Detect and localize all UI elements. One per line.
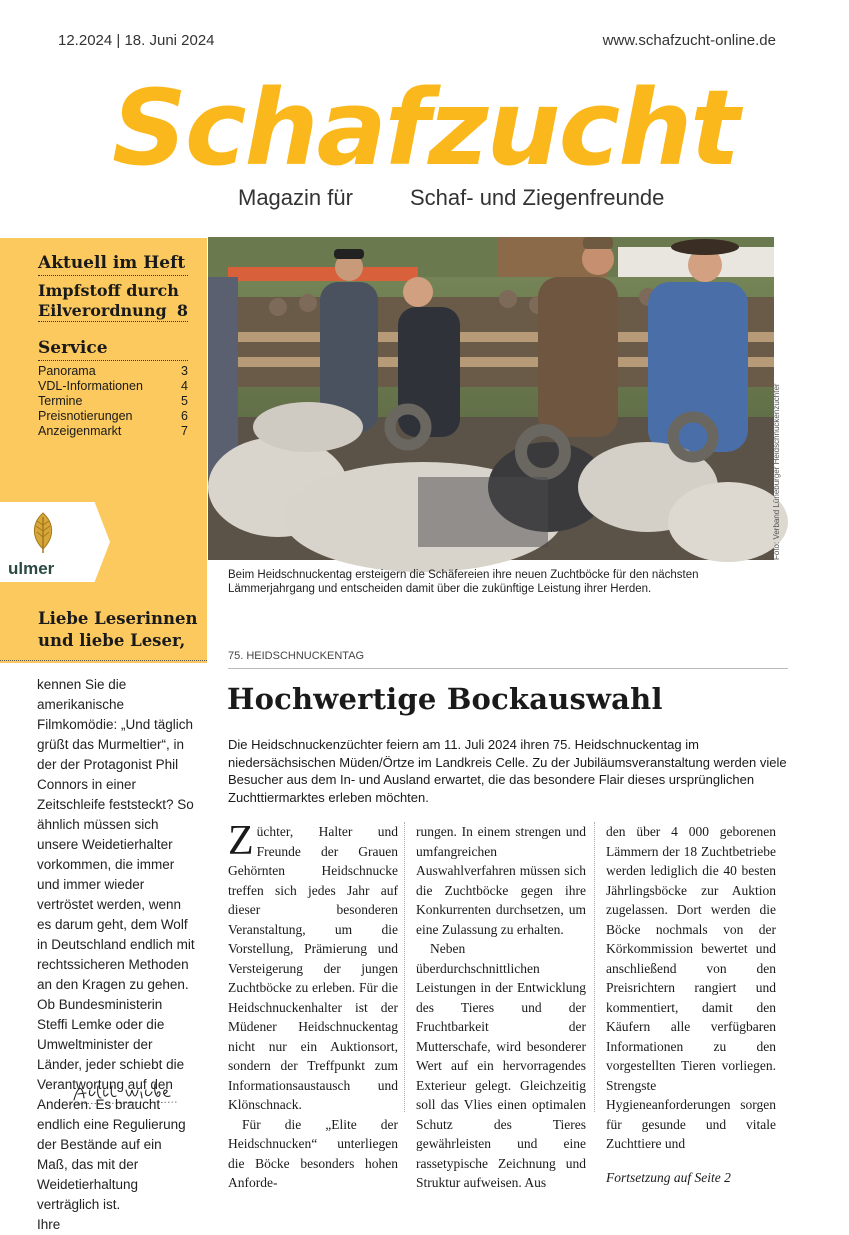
letter-divider [0, 660, 207, 661]
cover-photo [208, 237, 774, 560]
paragraph: Für die „Elite der Heidschnucken“ unterliegen die Böcke besonders hohen Anforde- [228, 1116, 398, 1190]
letter-text: kennen Sie die amerikanische Filmkomödie: „Und täglich grüßt das Murmeltier“, in der der Protagonist Phil Connors in einer Zeitschleife feststeckt? So ähnlich müssen sich unsere Weidetierhalter vorkommen, die immer und immer wieder vertröstet werden, wenn es darum geht, dem Wolf in Deutschland endlich mit rechtssicheren Methoden an den Kragen zu gehen. Ob Bundesministerin Steffi Lemke oder die Umweltminister der Länder, jeder schiebt die Verantwortung auf den Anderen. Es braucht endlich eine Regulierung der Bestände auf ein Maß, das mit der Weidetierhaltung verträglich ist. [37, 677, 195, 1212]
service-page: 6 [181, 409, 188, 423]
feature-link[interactable] [38, 301, 188, 322]
magazine-subtitle-right: Schaf- und Ziegenfreunde [410, 185, 665, 210]
paragraph: rungen. In einem strengen und umfangreichen Auswahlverfahren müssen sich die Zuchtböcke gegen ihre Konkurrenten durchsetzen, um eine Zulassung zu erhalten. [416, 824, 586, 937]
column-divider [594, 822, 595, 1112]
magazine-logo: Schafzucht [112, 67, 738, 189]
paragraph: den über 4 000 geborenen Lämmern der 18 Zuchtbetriebe werden lediglich die 40 besten Jährlingsböcke zur Auktion zugelassen. Dort werden die Böcke nochmals von der Körkommission bewertet und anschließend von den Preisrichtern rangiert und kommentiert, damit den Käufern alle verfügbaren Informationen zu den vorgestellten Tieren vorliegen. Strengste Hygieneanforderungen sorgen für gesunde und vitale Zuchttiere und [606, 824, 776, 1151]
service-page: 3 [181, 364, 188, 378]
service-heading: Service [38, 338, 188, 361]
service-item-vdl[interactable] [38, 379, 188, 393]
article-column-2 [416, 822, 586, 1193]
service-page: 5 [181, 394, 188, 408]
feature-page: 8 [176, 301, 188, 320]
article-column-3 [606, 822, 776, 1187]
article-column-1 [228, 818, 398, 1193]
service-page: 4 [181, 379, 188, 393]
dropcap: Z [228, 818, 254, 864]
column-divider [404, 822, 405, 1112]
service-page: 7 [181, 424, 188, 438]
article-headline: Hochwertige Bockauswahl [227, 682, 663, 716]
aktuell-heading: Aktuell im Heft [38, 253, 188, 276]
service-label: Anzeigenmarkt [38, 424, 122, 438]
website-link[interactable]: www.schafzucht-online.de [602, 32, 776, 49]
letter-heading-line2: und liebe Leser, [38, 631, 186, 650]
service-item-preise[interactable] [38, 409, 188, 423]
service-item-panorama[interactable] [38, 364, 188, 378]
issue-date: 12.2024 | 18. Juni 2024 [58, 32, 215, 49]
service-label: VDL-Informationen [38, 379, 143, 393]
feature-title-2: Eilverordnung [38, 301, 167, 320]
service-label: Preisnotierungen [38, 409, 133, 423]
service-item-anzeigen[interactable] [38, 424, 188, 438]
letter-heading [38, 608, 197, 652]
signature-image [70, 1080, 180, 1106]
paragraph: Neben überdurchschnittlichen Leistungen in der Entwicklung des Tieres und der Fruchtbarkeit der Mutterschafe, wird besonderer Wert auf ein hervorragendes Exterieur gelegt. Gleichzeitig soll das Vlies einen optimalen Schutz des Tieres gewährleisten und eine rassetypische Zeichnung und Struktur aufweisen. Aus [416, 941, 586, 1190]
service-item-termine[interactable] [38, 394, 188, 408]
service-label: Panorama [38, 364, 96, 378]
article-kicker: 75. HEIDSCHNUCKENTAG [228, 650, 788, 669]
service-label: Termine [38, 394, 83, 408]
photo-sheep-auction [208, 237, 774, 560]
letter-closing: Ihre [37, 1217, 61, 1232]
article-lead: Die Heidschnuckenzüchter feiern am 11. Juli 2024 ihren 75. Heidschnuckentag im niedersächsischen Müden/Örtze im Landkreis Celle. Zu der Jubiläumsveranstaltung werden viele Besucher aus dem In- und Ausland erwartet, die das besondere Flair dieses ursprünglichen Zuchttiermarktes erleben möchten. [228, 737, 787, 805]
magazine-subtitle-left: Magazin für [238, 185, 353, 210]
paragraph: üchter, Halter und Freunde der Grauen Gehörnten Heidschnucke treffen sich jedes Jahr auf dieser besonderen Veranstaltung, um die Vorstellung, Prämierung und Versteigerung der jungen Zuchtböcke zu erleben. Für die Heidschnuckenhalter ist der Müdener Heidschnuckentag nicht nur ein Auktionsort, sondern der Treffpunkt zum Informationsaustausch und Klönschnack. [228, 824, 398, 1112]
continued-link[interactable]: Fortsetzung auf Seite 2 [606, 1169, 731, 1185]
photo-credit: Foto: Verband Lüneburger Heidschnuckenzüchter [772, 383, 781, 560]
leaf-icon [28, 511, 58, 555]
masthead [0, 67, 849, 220]
letter-heading-line1: Liebe Leserinnen [38, 609, 198, 628]
feature-title-1[interactable]: Impfstoff durch [38, 281, 179, 300]
photo-caption: Beim Heidschnuckentag ersteigern die Schäfereien ihre neuen Zuchtböcke für den nächsten Lämmerjahrgang und entscheiden damit über die zukünftige Leistung ihrer Herden. [228, 569, 699, 595]
editorial-letter [37, 675, 195, 1235]
publisher-logo: ulmer [8, 559, 55, 578]
